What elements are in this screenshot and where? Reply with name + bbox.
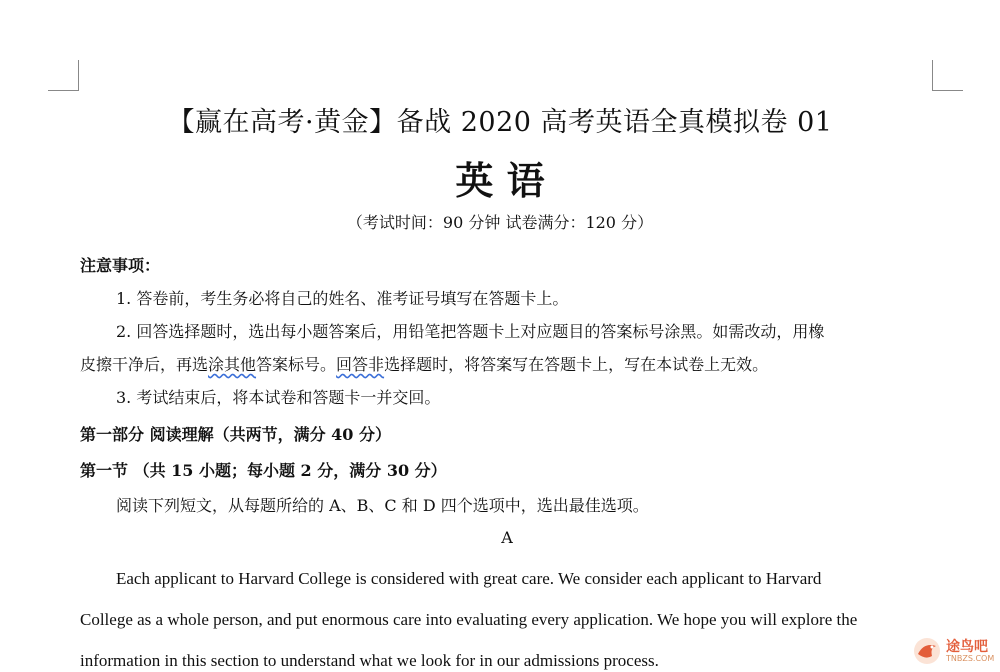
bird-logo-icon (912, 636, 942, 666)
part-heading: 第一部分 阅读理解（共两节，满分 40 分） (80, 425, 391, 444)
page-corner-mark-left (48, 60, 79, 91)
document-title: 【赢在高考·黄金】备战 2020 高考英语全真模拟卷 01 (167, 107, 833, 138)
watermark-text: 途鸟吧 (946, 639, 988, 655)
passage-line: Each applicant to Harvard College is considered with great care. We consider each applicant to Harvard (116, 569, 822, 588)
notice-item-2-continued (80, 352, 768, 375)
notice-heading: 注意事项： (80, 256, 161, 275)
watermark-subtext: TNBZS.COM (946, 654, 995, 663)
notice-item-3: 3. 考试结束后，将本试卷和答题卡一并交回。 (116, 388, 441, 407)
passage-line: College as a whole person, and put enormous care into evaluating every application. We hope you will explore the (80, 610, 858, 629)
notice-item-1: 1. 答卷前，考生务必将自己的姓名、准考证号填写在答题卡上。 (116, 289, 569, 308)
passage-line: information in this section to understand what we look for in our admissions process. (80, 651, 659, 670)
notice-text: 皮擦干净后，再选 (80, 355, 209, 374)
notice-text: 答案标号。 (256, 355, 337, 374)
spellcheck-flag: 涂其他 (208, 355, 257, 374)
watermark-logo (912, 632, 998, 670)
notice-text: 选择题时，将答案写在答题卡上，写在本试卷上无效。 (384, 355, 769, 374)
spellcheck-flag: 回答非 (336, 355, 385, 374)
notice-item-2: 2. 回答选择题时，选出每小题答案后，用铅笔把答题卡上对应题目的答案标号涂黑。如需改动，用橡 (116, 322, 825, 341)
subject-heading: 英 语 (455, 159, 545, 203)
exam-info: （考试时间：90 分钟 试卷满分：120 分） (346, 213, 654, 232)
page-corner-mark-right (932, 60, 963, 91)
instruction: 阅读下列短文，从每题所给的 A、B、C 和 D 四个选项中，选出最佳选项。 (116, 496, 649, 515)
section-heading: 第一节 （共 15 小题；每小题 2 分，满分 30 分） (80, 461, 447, 480)
passage-letter: A (501, 528, 513, 547)
